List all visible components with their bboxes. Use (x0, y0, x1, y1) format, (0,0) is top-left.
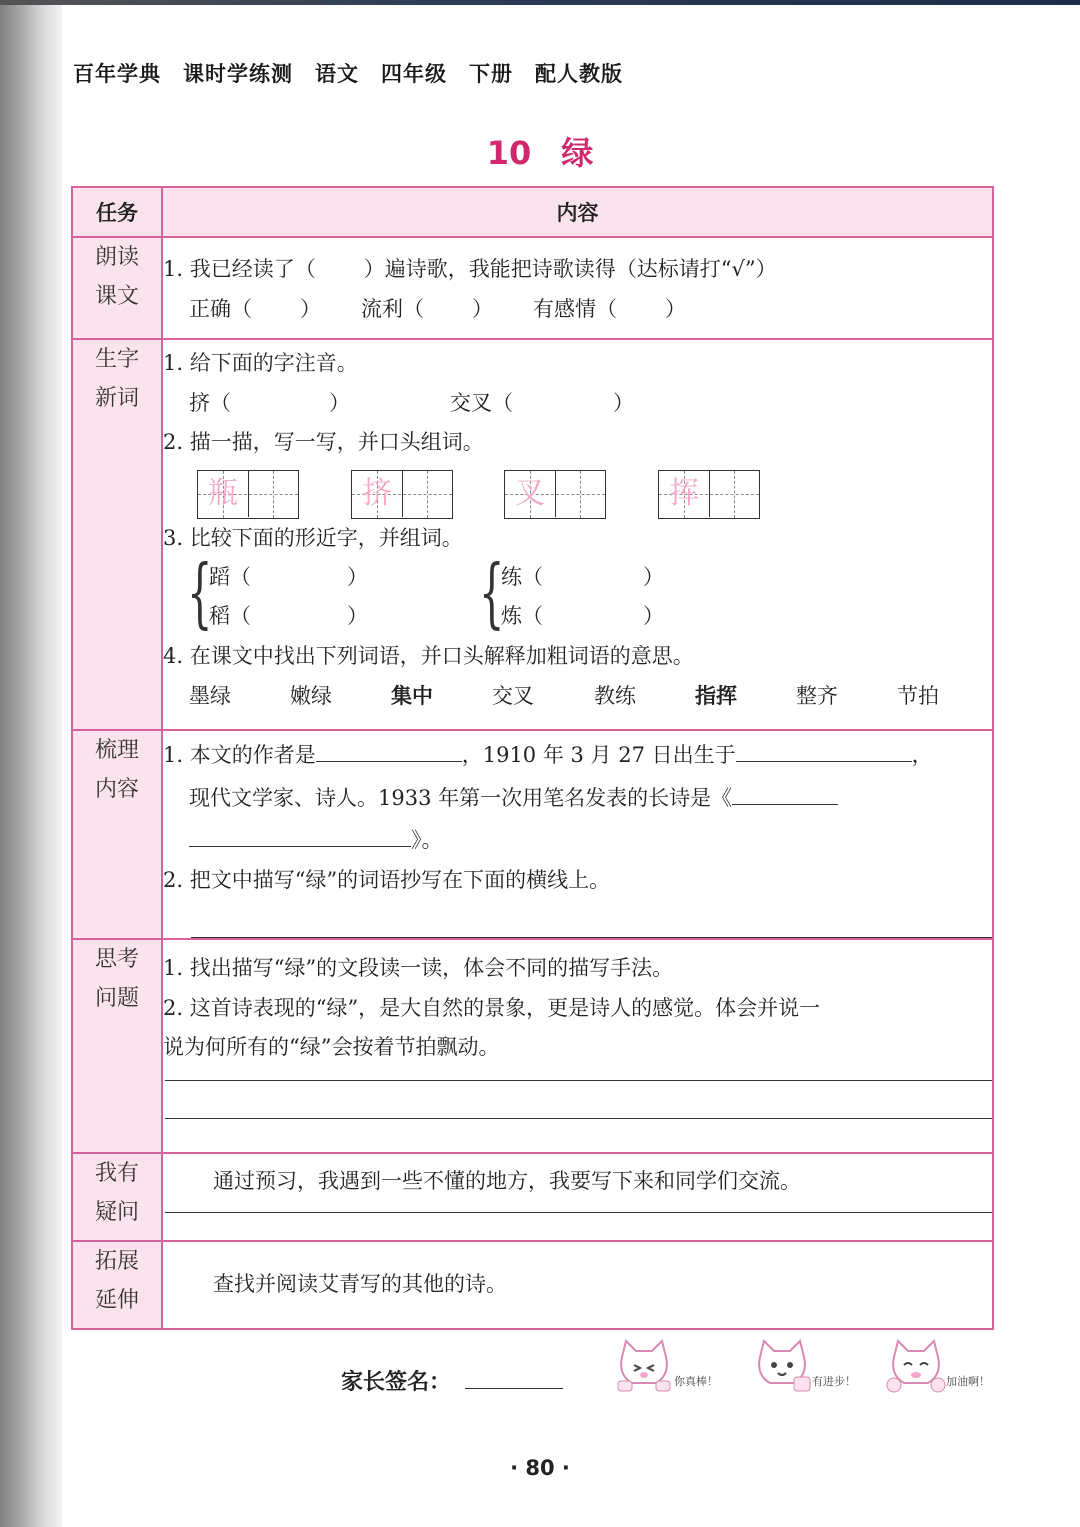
writing-grid-row (163, 463, 992, 519)
word-item-bold: 指挥 (695, 683, 737, 708)
task-think-2: 问题 (94, 986, 139, 1011)
header-task: 任务 (72, 187, 162, 237)
trace-char: 挥 (669, 475, 699, 511)
task-sort-1: 梳理 (94, 738, 139, 763)
sort-q1-c: ， (911, 743, 933, 767)
lesson-name: 绿 (561, 134, 594, 172)
header-volume: 下册 (469, 62, 513, 86)
ask-text: 通过预习，我遇到一些不懂的地方，我要写下来和同学们交流。 (213, 1169, 801, 1193)
row-think (72, 939, 993, 1153)
row-read (72, 237, 993, 339)
poem-blank-1[interactable] (732, 776, 838, 805)
sort-q1-line1 (163, 733, 992, 776)
task-think (72, 939, 162, 1153)
word-item: 节拍 (897, 683, 939, 708)
content-ask (162, 1153, 993, 1241)
pair2-a-char: 练（ (501, 565, 543, 589)
pair2-b (501, 597, 664, 637)
header-book: 课时学练测 (183, 62, 293, 86)
sort-q1-e: 》。 (411, 828, 443, 852)
opt-emotion: 有感情（ (533, 296, 617, 321)
task-read-2: 课文 (94, 284, 139, 309)
sort-q1-b: ，1910 年 3 月 27 日出生于 (461, 743, 736, 767)
sort-answer-line[interactable] (191, 900, 992, 938)
close-paren: ） (472, 296, 493, 321)
writing-grid-2[interactable] (351, 470, 453, 519)
similar-chars (163, 550, 992, 638)
sticker-label: 加油啊！ (946, 1375, 990, 1388)
signature-label: 家长签名： (341, 1370, 452, 1395)
close-paren: ） (613, 390, 634, 415)
task-extend-1: 拓展 (94, 1249, 139, 1274)
task-vocab-2: 新词 (94, 386, 139, 411)
pinyin-ji: 挤（ (189, 390, 231, 415)
cat-icon (612, 1335, 676, 1395)
vocab-q2: 2. 描一描，写一写，并口头组词。 (163, 430, 484, 454)
think-answer-line-1[interactable] (165, 1068, 992, 1081)
header-edition: 配人教版 (535, 62, 623, 86)
pair2-a (501, 558, 664, 598)
close-paren: ） (643, 604, 664, 628)
vocab-q1-items (163, 384, 992, 424)
row-sort (72, 730, 993, 939)
top-border (0, 0, 1080, 5)
task-sort-2: 内容 (94, 777, 139, 802)
signature-blank[interactable] (465, 1360, 563, 1389)
task-ask-1: 我有 (94, 1161, 139, 1186)
trace-char: 叉 (515, 475, 545, 511)
word-list (163, 677, 992, 717)
task-extend (72, 1241, 162, 1329)
sort-q2: 2. 把文中描写“绿”的词语抄写在下面的横线上。 (163, 867, 611, 892)
task-vocab-1: 生字 (94, 347, 139, 372)
think-q1: 1. 找出描写“绿”的文段读一读，体会不同的描写手法。 (163, 956, 674, 980)
think-answer-line-2[interactable] (165, 1081, 992, 1119)
header-grade: 四年级 (381, 62, 447, 86)
book-header (73, 58, 645, 88)
vocab-q1: 1. 给下面的字注音。 (163, 351, 358, 375)
close-paren: ） (329, 390, 350, 415)
sort-q1-line2 (163, 776, 992, 819)
header-subject: 语文 (315, 62, 359, 86)
vocab-q3: 3. 比较下面的形近字，并组词。 (163, 525, 463, 550)
close-paren: ） (665, 296, 686, 321)
pair1-a (209, 558, 368, 598)
close-paren: ） (643, 565, 664, 589)
think-q2b: 说为何所有的“绿”会按着节拍飘动。 (163, 1035, 500, 1059)
close-paren: ） (347, 565, 368, 589)
word-item: 教练 (594, 683, 636, 708)
lesson-title (0, 128, 1080, 174)
row-ask (72, 1153, 993, 1241)
sticker-progress[interactable] (750, 1335, 870, 1395)
word-item: 墨绿 (189, 683, 231, 708)
worksheet-table (71, 186, 994, 1330)
word-item: 交叉 (492, 683, 534, 708)
opt-correct: 正确（ (189, 296, 252, 321)
close-paren: ） (300, 296, 321, 321)
task-ask (72, 1153, 162, 1241)
word-item: 嫩绿 (290, 683, 332, 708)
read-q1-a: 1. 我已经读了（ (163, 257, 316, 281)
task-read-1: 朗读 (94, 245, 139, 270)
writing-grid-1[interactable] (197, 470, 299, 519)
row-vocab (72, 339, 993, 730)
header-content: 内容 (162, 187, 993, 237)
ask-answer-line[interactable] (165, 1202, 992, 1213)
writing-grid-3[interactable] (504, 470, 606, 519)
sort-q1-d: 现代文学家、诗人。1933 年第一次用笔名发表的长诗是《 (189, 785, 733, 810)
sort-q1-line3 (163, 818, 992, 861)
cat-icon (750, 1335, 814, 1395)
parent-signature (341, 1360, 563, 1396)
table-header-row (72, 187, 993, 237)
task-vocab (72, 339, 162, 730)
close-paren: ） (347, 604, 368, 628)
sticker-cheer[interactable] (884, 1335, 1004, 1395)
task-think-1: 思考 (94, 947, 139, 972)
birthplace-blank[interactable] (736, 733, 912, 762)
word-item: 整齐 (796, 683, 838, 708)
read-q1-b: ）遍诗歌，我能把诗歌读得（达标请打“√”） (363, 257, 777, 281)
row-extend (72, 1241, 993, 1329)
trace-char: 瓶 (208, 475, 238, 511)
page-number: · 80 · (510, 1456, 570, 1480)
opt-fluent: 流利（ (361, 296, 424, 321)
task-extend-2: 延伸 (94, 1288, 139, 1313)
sticker-great[interactable] (612, 1335, 732, 1395)
sticker-label: 你真棒！ (674, 1375, 718, 1388)
cat-icon (884, 1335, 948, 1395)
pair1-b (209, 597, 368, 637)
content-extend (162, 1241, 993, 1329)
vocab-q4: 4. 在课文中找出下列词语，并口头解释加粗词语的意思。 (163, 644, 694, 668)
brace-1: { (187, 550, 213, 638)
pair1-b-char: 稻（ (209, 604, 251, 628)
task-sort (72, 730, 162, 939)
content-read (162, 237, 993, 339)
content-vocab (162, 339, 993, 730)
poem-blank-2[interactable] (189, 818, 411, 847)
book-binding-shadow (0, 0, 62, 1527)
sort-q1-a: 1. 本文的作者是 (163, 743, 316, 767)
task-ask-2: 疑问 (94, 1200, 139, 1225)
extend-text: 查找并阅读艾青写的其他的诗。 (213, 1272, 507, 1297)
brace-2: { (479, 550, 505, 638)
task-read (72, 237, 162, 339)
trace-char: 挤 (362, 475, 392, 511)
pinyin-jiaocha: 交叉（ (450, 390, 513, 415)
author-blank[interactable] (316, 733, 462, 762)
writing-grid-4[interactable] (658, 470, 760, 519)
pair2-b-char: 炼（ (501, 604, 543, 628)
word-item-bold: 集中 (391, 683, 433, 708)
read-line-2 (163, 290, 992, 330)
read-line-1 (163, 250, 992, 290)
sticker-label: 有进步！ (812, 1375, 856, 1388)
header-series: 百年学典 (73, 62, 161, 86)
content-think (162, 939, 993, 1153)
think-q2a: 2. 这首诗表现的“绿”，是大自然的景象，更是诗人的感觉。体会并说一 (163, 995, 821, 1020)
pair1-a-char: 蹈（ (209, 565, 251, 589)
lesson-number: 10 (486, 134, 532, 172)
content-sort (162, 730, 993, 939)
